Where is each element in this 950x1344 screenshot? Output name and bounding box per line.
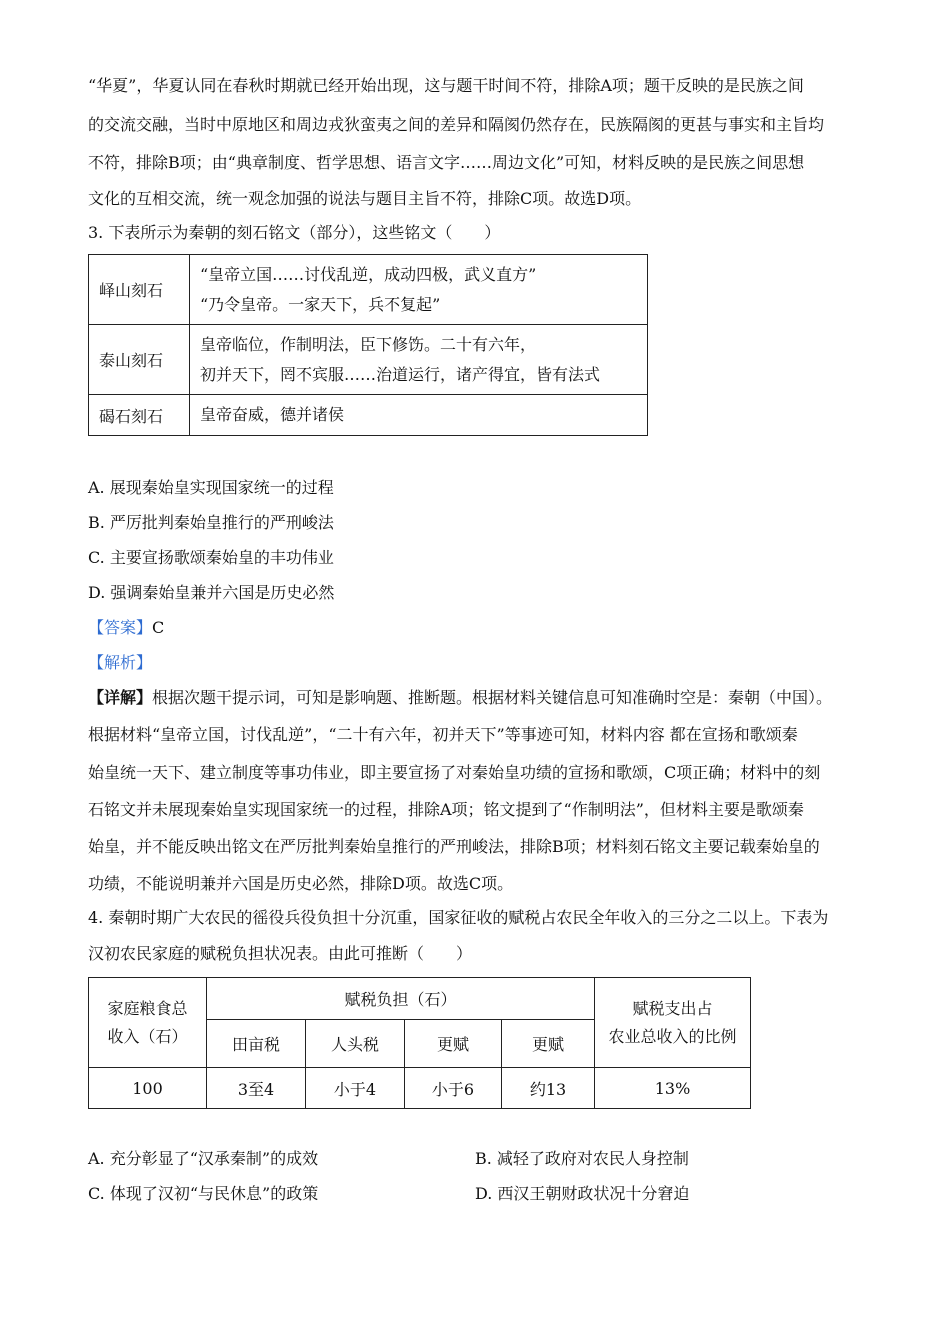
inscription-line: “皇帝立国……讨伐乱逆，成动四极，武义直方” xyxy=(200,264,537,284)
intro-line: 的交流交融，当时中原地区和周边戎狄蛮夷之间的差异和隔阂仍然存在，民族隔阂的更甚与事实和主旨均 xyxy=(88,115,825,134)
table-cell-text xyxy=(190,325,648,395)
header-text: 收入（石） xyxy=(107,1026,188,1046)
inscription-line: “乃令皇帝。一家天下，兵不复起” xyxy=(200,294,441,314)
q3-detail-line xyxy=(88,687,832,709)
q4-option-a: A. 充分彰显了“汉承秦制”的成效 xyxy=(88,1149,319,1168)
q3-detail-line: 功绩，不能说明兼并六国是历史必然，排除D项。故选C项。 xyxy=(88,874,514,893)
intro-line: 不符，排除B项；由“典章制度、哲学思想、语言文字……周边文化”可知，材料反映的是民族之间思想 xyxy=(88,153,805,172)
q3-option-b: B. 严厉批判秦始皇推行的严刑峻法 xyxy=(88,513,334,532)
inscription-line: 皇帝奋威，德并诸侯 xyxy=(200,405,345,424)
q3-detail-line: 始皇，并不能反映出铭文在严厉批判秦始皇推行的严刑峻法，排除B项；材料刻石铭文主要记载秦始皇的 xyxy=(88,837,820,856)
q4-option-b: B. 减轻了政府对农民人身控制 xyxy=(475,1149,689,1168)
table-cell-name: 峄山刻石 xyxy=(89,255,190,325)
q4-option-d: D. 西汉王朝财政状况十分窘迫 xyxy=(475,1184,690,1203)
q3-detail-line: 始皇统一天下、建立制度等事功伟业，即主要宣扬了对秦始皇功绩的宣扬和歌颂，C项正确；材料中的刻 xyxy=(88,763,821,782)
table-cell: 13% xyxy=(595,1068,751,1109)
intro-line: “华夏”，华夏认同在春秋时期就已经开始出现，这与题干时间不符，排除A项；题干反映的是民族之间 xyxy=(88,76,804,95)
table-cell: 小于6 xyxy=(405,1068,502,1109)
detail-text: 根据次题干提示词，可知是影响题、推断题。根据材料关键信息可知准确时空是：秦朝（中国）。 xyxy=(152,688,833,707)
q3-detail-line: 根据材料“皇帝立国，讨伐乱逆”，“二十有六年，初并天下”等事迹可知，材料内容 都在宣扬和歌颂秦 xyxy=(88,725,798,744)
q3-stem: 3. 下表所示为秦朝的刻石铭文（部分），这些铭文（ ） xyxy=(88,223,501,242)
analysis-label: 【解析】 xyxy=(88,653,153,672)
table-row xyxy=(89,1068,751,1109)
q3-option-c: C. 主要宣扬歌颂秦始皇的丰功伟业 xyxy=(88,548,334,567)
table-cell-text xyxy=(190,395,648,436)
q4-stem-line: 汉初农民家庭的赋税负担状况表。由此可推断（ ） xyxy=(88,944,473,963)
subheader-cell: 更赋 xyxy=(502,1020,595,1068)
q3-option-a: A. 展现秦始皇实现国家统一的过程 xyxy=(88,478,334,497)
table-cell-text xyxy=(190,255,648,325)
q3-option-d: D. 强调秦始皇兼并六国是历史必然 xyxy=(88,583,335,602)
header-ratio xyxy=(595,978,751,1068)
table-cell: 100 xyxy=(89,1068,207,1109)
header-text: 农业总收入的比例 xyxy=(608,1026,737,1046)
detail-label: 【详解】 xyxy=(88,688,153,707)
intro-line: 文化的互相交流，统一观念加强的说法与题目主旨不符，排除C项。故选D项。 xyxy=(88,189,642,208)
q4-stem-line: 4. 秦朝时期广大农民的徭役兵役负担十分沉重，国家征收的赋税占农民全年收入的三分之二以上。下表为 xyxy=(88,908,829,927)
header-text: 家庭粮食总 xyxy=(107,998,188,1018)
table-row xyxy=(89,395,648,436)
header-burden: 赋税负担（石） xyxy=(207,978,595,1020)
q3-detail-line: 石铭文并未展现秦始皇实现国家统一的过程，排除A项；铭文提到了“作制明法”，但材料主要是歌颂秦 xyxy=(88,800,804,819)
inscription-line: 皇帝临位，作制明法，臣下修饬。二十有六年， xyxy=(200,334,537,354)
q3-answer xyxy=(88,617,164,639)
subheader-cell: 人头税 xyxy=(306,1020,405,1068)
subheader-cell: 更赋 xyxy=(405,1020,502,1068)
q4-option-c: C. 体现了汉初“与民休息”的政策 xyxy=(88,1184,319,1203)
q4-tax-table xyxy=(88,977,751,1109)
header-text: 赋税支出占 xyxy=(632,998,713,1018)
table-cell: 小于4 xyxy=(306,1068,405,1109)
table-row xyxy=(89,255,648,325)
header-income xyxy=(89,978,207,1068)
subheader-cell: 田亩税 xyxy=(207,1020,306,1068)
answer-label: 【答案】 xyxy=(88,618,153,637)
answer-value: C xyxy=(152,618,165,637)
inscription-line: 初并天下，罔不宾服……治道运行，诸产得宜，皆有法式 xyxy=(200,364,601,384)
table-cell-name: 碣石刻石 xyxy=(89,395,190,436)
table-cell-name: 泰山刻石 xyxy=(89,325,190,395)
table-cell: 3至4 xyxy=(207,1068,306,1109)
q3-inscription-table xyxy=(88,254,648,436)
table-cell: 约13 xyxy=(502,1068,595,1109)
table-row xyxy=(89,325,648,395)
table-header-row xyxy=(89,978,751,1020)
